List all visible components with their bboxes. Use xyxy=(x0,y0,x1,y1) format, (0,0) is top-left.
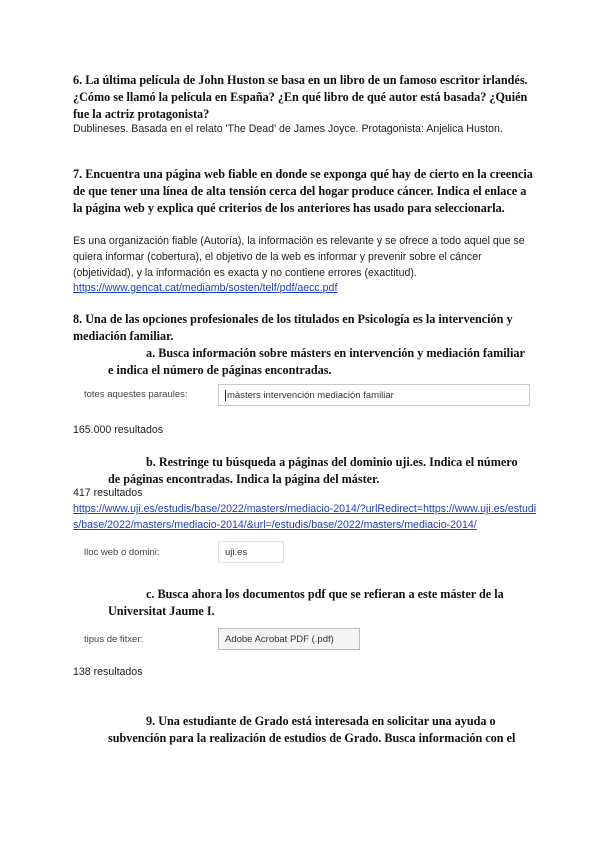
answer-6: Dublineses. Basada en el relato 'The Dead' de James Joyce. Protagonista: Anjelica Huston. xyxy=(73,123,503,135)
question-8b: b. Restringe tu búsqueda a páginas del dominio uji.es. Indica el número de páginas encontradas. Indica la página del máster. xyxy=(108,455,518,486)
result-8b: 417 resultados xyxy=(73,487,143,499)
site-domain-input[interactable] xyxy=(218,541,284,563)
result-8c: 138 resultados xyxy=(73,666,143,678)
file-type-value: Adobe Acrobat PDF (.pdf) xyxy=(225,633,334,645)
text-caret xyxy=(225,390,226,401)
answer-7: Es una organización fiable (Autoría), la información es relevante y se ofrece a todo aquel que se quiera informar (cobertura), el objetivo de la web es informar y prevenir sobre el cáncer (objetividad), y la información es exacta y no contiene errores (exactitud). xyxy=(73,235,525,279)
question-7: 7. Encuentra una página web fiable en donde se exponga qué hay de cierto en la creencia de que tener una línea de alta tensión cerca del hogar produce cáncer. Indica el enlace a la página web y explica qué criterios de los anteriores has usado para seleccionarla. xyxy=(73,167,533,215)
site-domain-value: uji.es xyxy=(225,546,248,558)
question-8: 8. Una de las opciones profesionales de los titulados en Psicología es la intervención y mediación familiar. xyxy=(73,312,513,343)
all-words-label: totes aquestes paraules: xyxy=(84,389,188,400)
site-domain-label: lloc web o domini: xyxy=(84,547,160,558)
question-9: 9. Una estudiante de Grado está interesada en solicitar una ayuda o subvención para la realización de estudios de Grado. Busca información con el xyxy=(108,714,516,745)
link-gencat-pdf[interactable]: https://www.gencat.cat/mediamb/sosten/telf/pdf/aecc.pdf xyxy=(73,282,338,294)
all-words-value: màsters intervención mediación familiar xyxy=(227,389,394,401)
result-8a: 165.000 resultados xyxy=(73,424,164,436)
file-type-label: tipus de fitxer: xyxy=(84,634,144,645)
question-8c: c. Busca ahora los documentos pdf que se refieran a este máster de la Universitat Jaume I. xyxy=(108,587,504,618)
question-8a: a. Busca información sobre másters en intervención y mediación familiar e indica el número de páginas encontradas. xyxy=(108,346,525,377)
link-uji-master[interactable]: https://www.uji.es/estudis/base/2022/masters/mediacio-2014/?urlRedirect=https://www.uji.es/estudis/base/2022/masters/mediacio-2014/&url=/estudis/base/2022/masters/mediacio-2014/ xyxy=(73,503,537,531)
all-words-input[interactable] xyxy=(218,384,530,406)
question-6: 6. La última película de John Huston se basa en un libro de un famoso escritor irlandés. ¿Cómo se llamó la película en España? ¿En qué libro de qué autor está basada? ¿Quién fue la actriz protagonista? xyxy=(73,73,528,121)
file-type-select[interactable] xyxy=(218,628,360,650)
